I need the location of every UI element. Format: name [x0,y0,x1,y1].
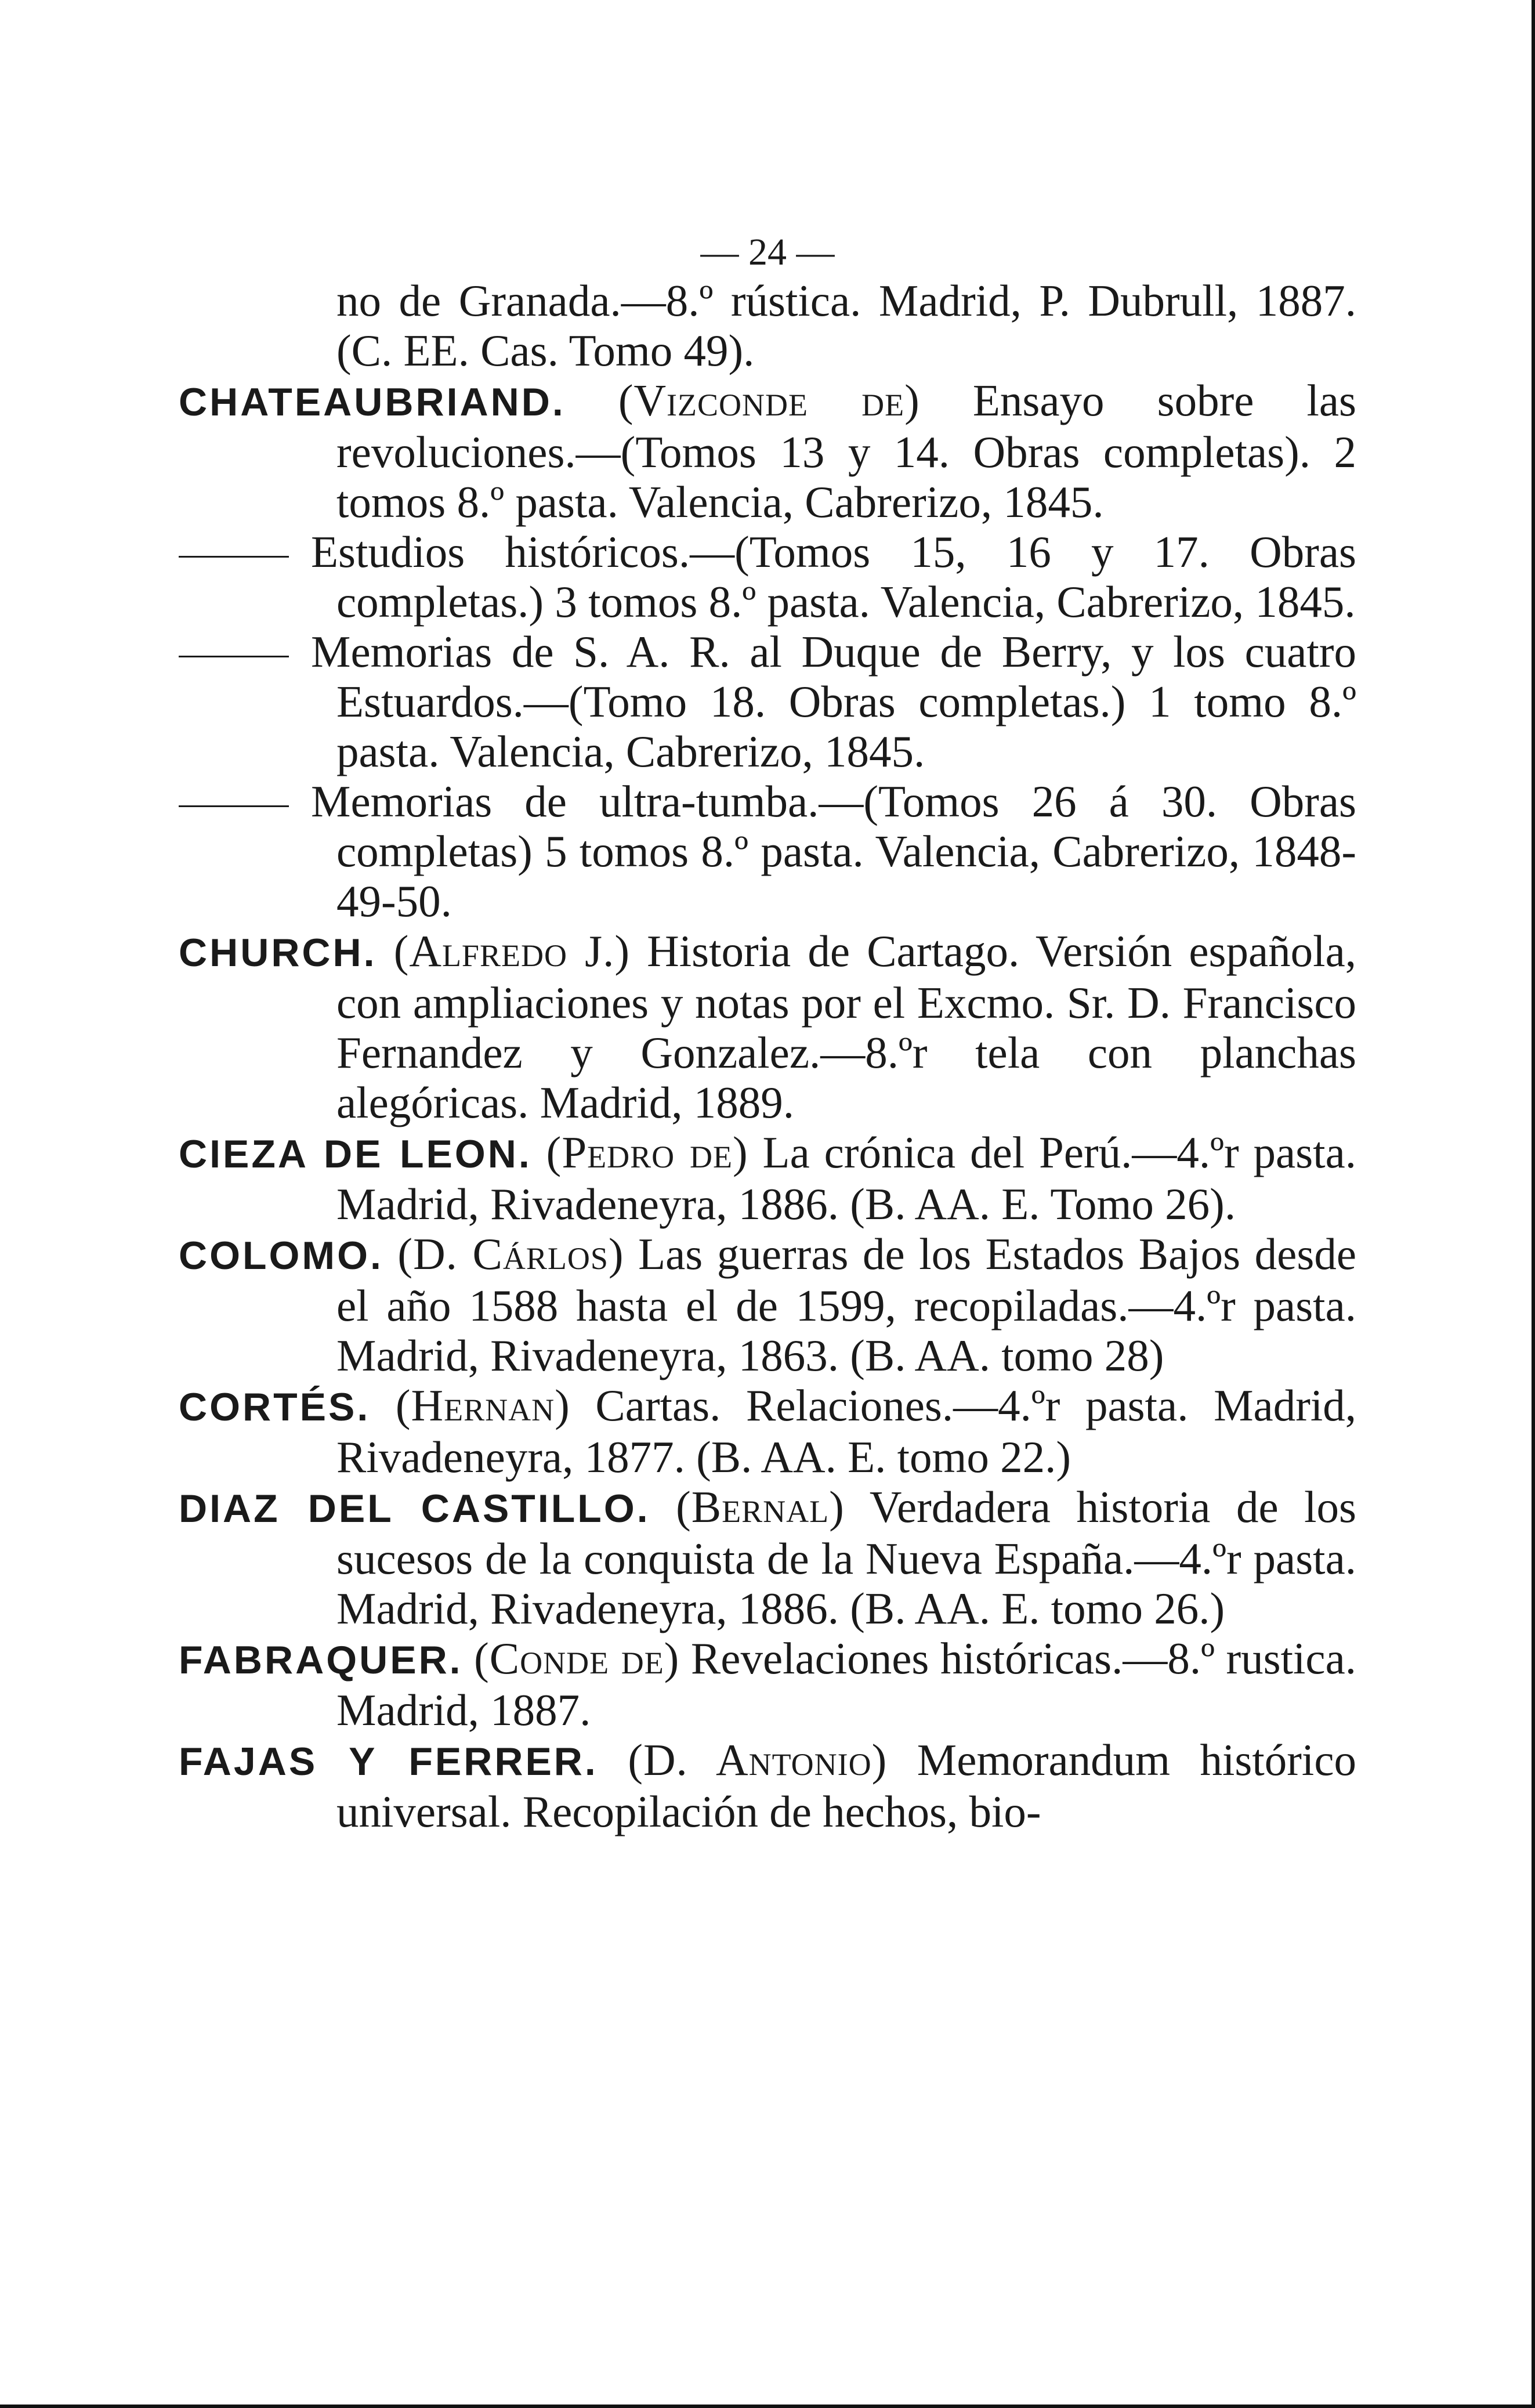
entry-text: Las guerras de los Estados Bajos desde el año 1588 hasta el de 1599, recopiladas.—4.ºr pasta. Madrid, Rivadeneyra, 1863. (B. AA. tomo 28) [336,1229,1357,1380]
author-headword: FAJAS Y FERRER. [179,1740,598,1784]
author-qualifier: (Alfredo J.) [393,926,630,976]
ditto-dash [179,776,311,826]
catalog-entry [179,627,1356,776]
catalog-entry [179,375,1356,527]
author-headword: CHATEAUBRIAND. [179,380,566,424]
author-qualifier: (Pedro de) [546,1127,748,1177]
catalog-entry [179,527,1356,627]
author-headword: COLOMO. [179,1234,383,1278]
catalog-entry [179,926,1356,1127]
ditto-rule [179,556,289,558]
entry-text: Revelaciones históricas.—8.º rustica. Madrid, 1887. [336,1633,1357,1735]
ditto-rule [179,656,289,657]
catalog-column [179,276,1356,1836]
ditto-rule [179,805,289,807]
author-qualifier: (Hernan) [395,1380,570,1430]
catalog-entry [179,1735,1356,1836]
author-qualifier: (Vizconde de) [618,375,920,425]
ditto-dash [179,627,311,677]
author-qualifier: (D. Cárlos) [397,1229,624,1279]
catalog-entry [179,276,1356,375]
author-headword: CORTÉS. [179,1385,371,1429]
entry-text: Cartas. Relaciones.—4.ºr pasta. Madrid, Rivadeneyra, 1877. (B. AA. E. tomo 22.) [336,1380,1357,1482]
catalog-entry [179,1127,1356,1229]
author-qualifier: (Bernal) [676,1482,845,1532]
ditto-dash [179,527,311,577]
page-number: — 24 — [700,231,835,273]
author-headword: DIAZ DEL CASTILLO. [179,1487,650,1531]
catalog-entry [179,1229,1356,1380]
catalog-entry [179,1633,1356,1735]
entry-text: Historia de Cartago. Versión española, con ampliaciones y notas por el Excmo. Sr. D. Francisco Fernandez y Gonzalez.—8.ºr tela con planchas alegóricas. Madrid, 1889. [336,926,1356,1127]
catalog-entry [179,776,1356,926]
author-qualifier: (Conde de) [474,1633,680,1683]
entry-text: La crónica del Perú.—4.ºr pasta. Madrid, Rivadeneyra, 1886. (B. AA. E. Tomo 26). [336,1127,1357,1229]
catalog-entry [179,1482,1356,1633]
entry-text: Memorias de ultra-tumba.—(Tomos 26 á 30. Obras completas) 5 tomos 8.º pasta. Valencia, Cabrerizo, 1848-49-50. [311,776,1356,926]
entry-text: no de Granada.—8.º rústica. Madrid, P. Dubrull, 1887. (C. EE. Cas. Tomo 49). [336,276,1356,375]
author-headword: CIEZA DE LEON. [179,1132,532,1176]
author-qualifier: (D. Antonio) [628,1735,888,1785]
entry-text: Memorias de S. A. R. al Duque de Berry, y los cuatro Estuardos.—(Tomo 18. Obras completas.) 1 tomo 8.º pasta. Valencia, Cabrerizo, 1845. [311,627,1356,776]
entry-text: Ensayo sobre las revoluciones.—(Tomos 13 y 14. Obras completas). 2 tomos 8.º pasta. Valencia, Cabrerizo, 1845. [336,375,1357,527]
entry-text: Memorandum histórico universal. Recopilación de hechos, bio- [336,1735,1356,1836]
entry-text: Estudios históricos.—(Tomos 15, 16 y 17. Obras completas.) 3 tomos 8.º pasta. Valencia, Cabrerizo, 1845. [311,527,1356,627]
author-headword: FABRAQUER. [179,1638,463,1682]
author-headword: CHURCH. [179,931,377,975]
catalog-entry [179,1380,1356,1482]
entry-text: Verdadera historia de los sucesos de la conquista de la Nueva España.—4.ºr pasta. Madrid, Rivadeneyra, 1886. (B. AA. E. tomo 26.) [336,1482,1357,1633]
